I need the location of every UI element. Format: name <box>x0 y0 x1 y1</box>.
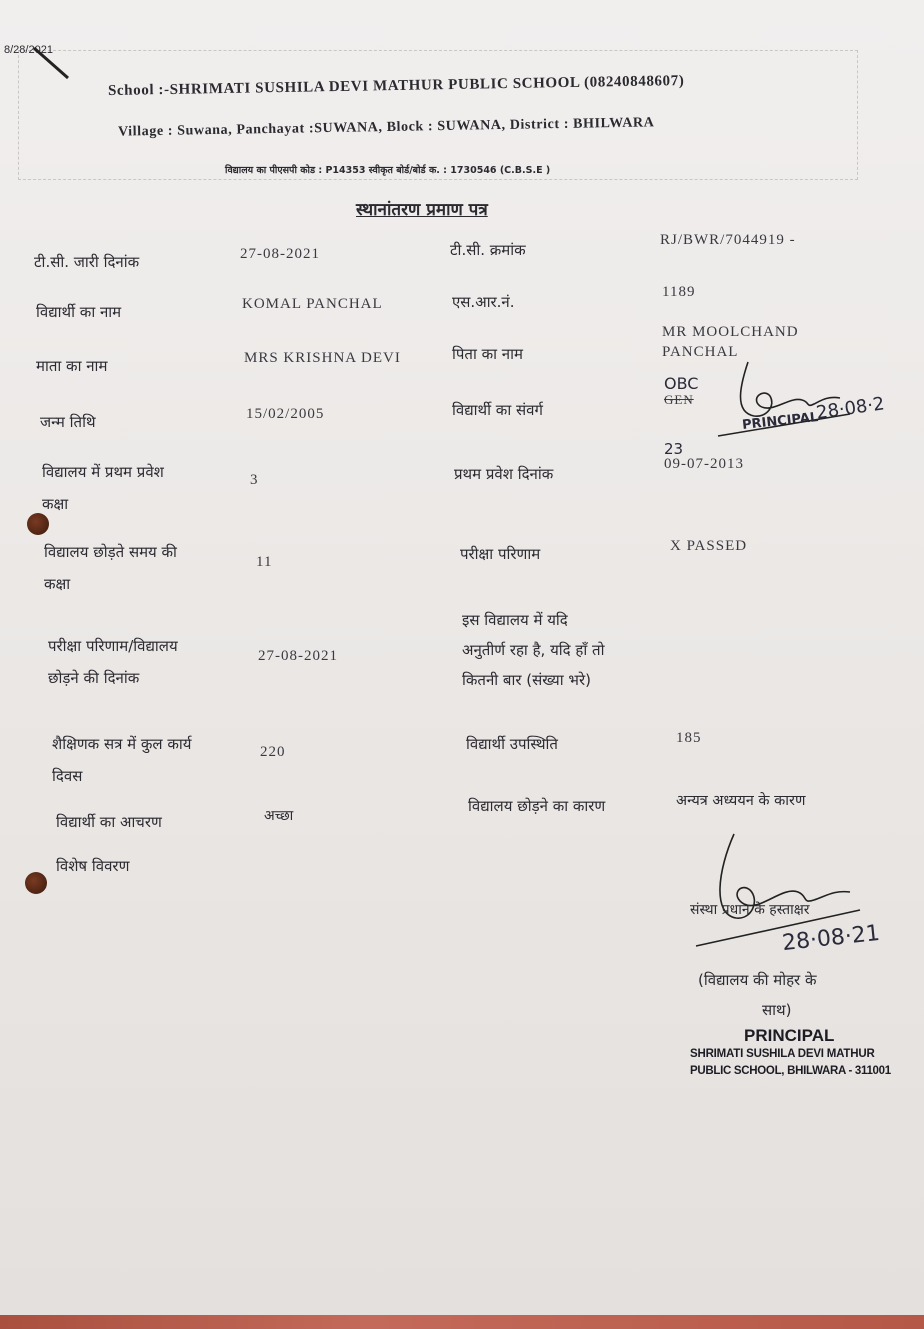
mother-name-label: माता का नाम <box>36 357 108 375</box>
attendance-value: 185 <box>676 730 702 746</box>
principal-stamp-title: PRINCIPAL <box>744 1026 835 1045</box>
tc-issue-date-label: टी.सी. जारी दिनांक <box>34 253 140 271</box>
dob-value: 15/02/2005 <box>246 406 325 422</box>
punch-hole-upper <box>27 513 49 535</box>
leaving-reason-value: अन्यत्र अध्ययन के कारण <box>676 793 806 809</box>
header-box <box>18 50 858 180</box>
father-name-value-line1: MR MOOLCHAND <box>662 324 799 340</box>
failed-label-line3: कितनी बार (संख्या भरे) <box>462 671 591 689</box>
working-days-label-line1: शैक्षिणक सत्र में कुल कार्य <box>52 735 192 753</box>
leaving-class-value: 11 <box>256 554 273 570</box>
bottom-edge-surface <box>0 1315 924 1329</box>
first-admission-date-value: 09-07-2013 <box>664 456 744 472</box>
upper-stamp-text: PRINCIPAL <box>741 410 819 433</box>
leaving-class-label-line2: कक्षा <box>44 575 71 593</box>
school-name-line: School :-SHRIMATI SUSHILA DEVI MATHUR PUBLIC SCHOOL (08240848607) <box>107 72 685 100</box>
conduct-label: विद्यार्थी का आचरण <box>56 813 162 831</box>
failed-label-line1: इस विद्यालय में यदि <box>462 611 568 629</box>
first-admission-day-handwritten: 23 <box>664 440 684 458</box>
attendance-label: विद्यार्थी उपस्थिति <box>466 735 558 753</box>
leaving-date-label-line2: छोड़ने की दिनांक <box>48 669 140 687</box>
first-class-value: 3 <box>250 472 259 488</box>
student-name-label: विद्यार्थी का नाम <box>36 303 122 321</box>
father-name-value-line2: PANCHAL <box>662 344 739 360</box>
school-codes-line: विद्यालय का पीएसपी कोड : P14353 स्वीकृत बोर्ड/बोर्ड क. : 1730546 (C.B.S.E ) <box>225 165 551 176</box>
principal-stamp-line2: PUBLIC SCHOOL, BHILWARA - 311001 <box>690 1065 891 1077</box>
category-label: विद्यार्थी का संवर्ग <box>452 401 543 419</box>
sr-no-label: एस.आर.नं. <box>452 293 515 311</box>
category-struck-value: GEN <box>664 392 694 407</box>
category-handwritten-value: OBC <box>664 374 699 393</box>
leaving-reason-label: विद्यालय छोड़ने का कारण <box>468 797 606 815</box>
leaving-date-label-line1: परीक्षा परिणाम/विद्यालय <box>48 637 178 655</box>
signature-caption-line1: संस्था प्रधान के हस्ताक्षर <box>690 902 810 918</box>
leaving-date-value: 27-08-2021 <box>258 648 338 664</box>
exam-result-value: X PASSED <box>670 538 748 554</box>
failed-label-line2: अनुतीर्ण रहा है, यदि हाँ तो <box>462 641 605 659</box>
tc-number-label: टी.सी. क्रमांक <box>450 241 526 259</box>
first-admission-date-label: प्रथम प्रवेश दिनांक <box>454 465 554 483</box>
working-days-label-line2: दिवस <box>52 767 83 785</box>
exam-result-label: परीक्षा परिणाम <box>460 545 541 563</box>
first-class-label-line1: विद्यालय में प्रथम प्रवेश <box>42 463 164 481</box>
school-address-line: Village : Suwana, Panchayat :SUWANA, Block : SUWANA, District : BHILWARA <box>117 115 655 140</box>
signature-caption-line2: (विद्यालय की मोहर के <box>698 971 817 989</box>
leaving-class-label-line1: विद्यालय छोड़ते समय की <box>44 543 177 561</box>
punch-hole-lower <box>25 872 47 894</box>
corner-pen-mark <box>30 44 74 84</box>
father-name-label: पिता का नाम <box>452 345 523 363</box>
page-title: स्थानांतरण प्रमाण पत्र <box>356 200 488 220</box>
first-class-label-line2: कक्षा <box>42 495 69 513</box>
working-days-value: 220 <box>260 744 286 760</box>
upper-signature-date: 28·08·2 <box>814 393 886 424</box>
principal-stamp-line1: SHRIMATI SUSHILA DEVI MATHUR <box>690 1048 875 1060</box>
signature-date-handwritten: 28·08·21 <box>780 920 882 957</box>
student-name-value: KOMAL PANCHAL <box>242 296 383 312</box>
remarks-label: विशेष विवरण <box>56 857 130 875</box>
tc-issue-date-value: 27-08-2021 <box>240 246 320 262</box>
tc-number-value: RJ/BWR/7044919 - <box>660 232 796 248</box>
signature-caption-line3: साथ) <box>762 1001 792 1019</box>
mother-name-value: MRS KRISHNA DEVI <box>244 350 401 366</box>
print-date: 8/28/2021 <box>4 44 53 56</box>
sr-no-value: 1189 <box>662 284 696 300</box>
dob-label: जन्म तिथि <box>40 413 96 431</box>
conduct-value: अच्छा <box>264 808 294 824</box>
